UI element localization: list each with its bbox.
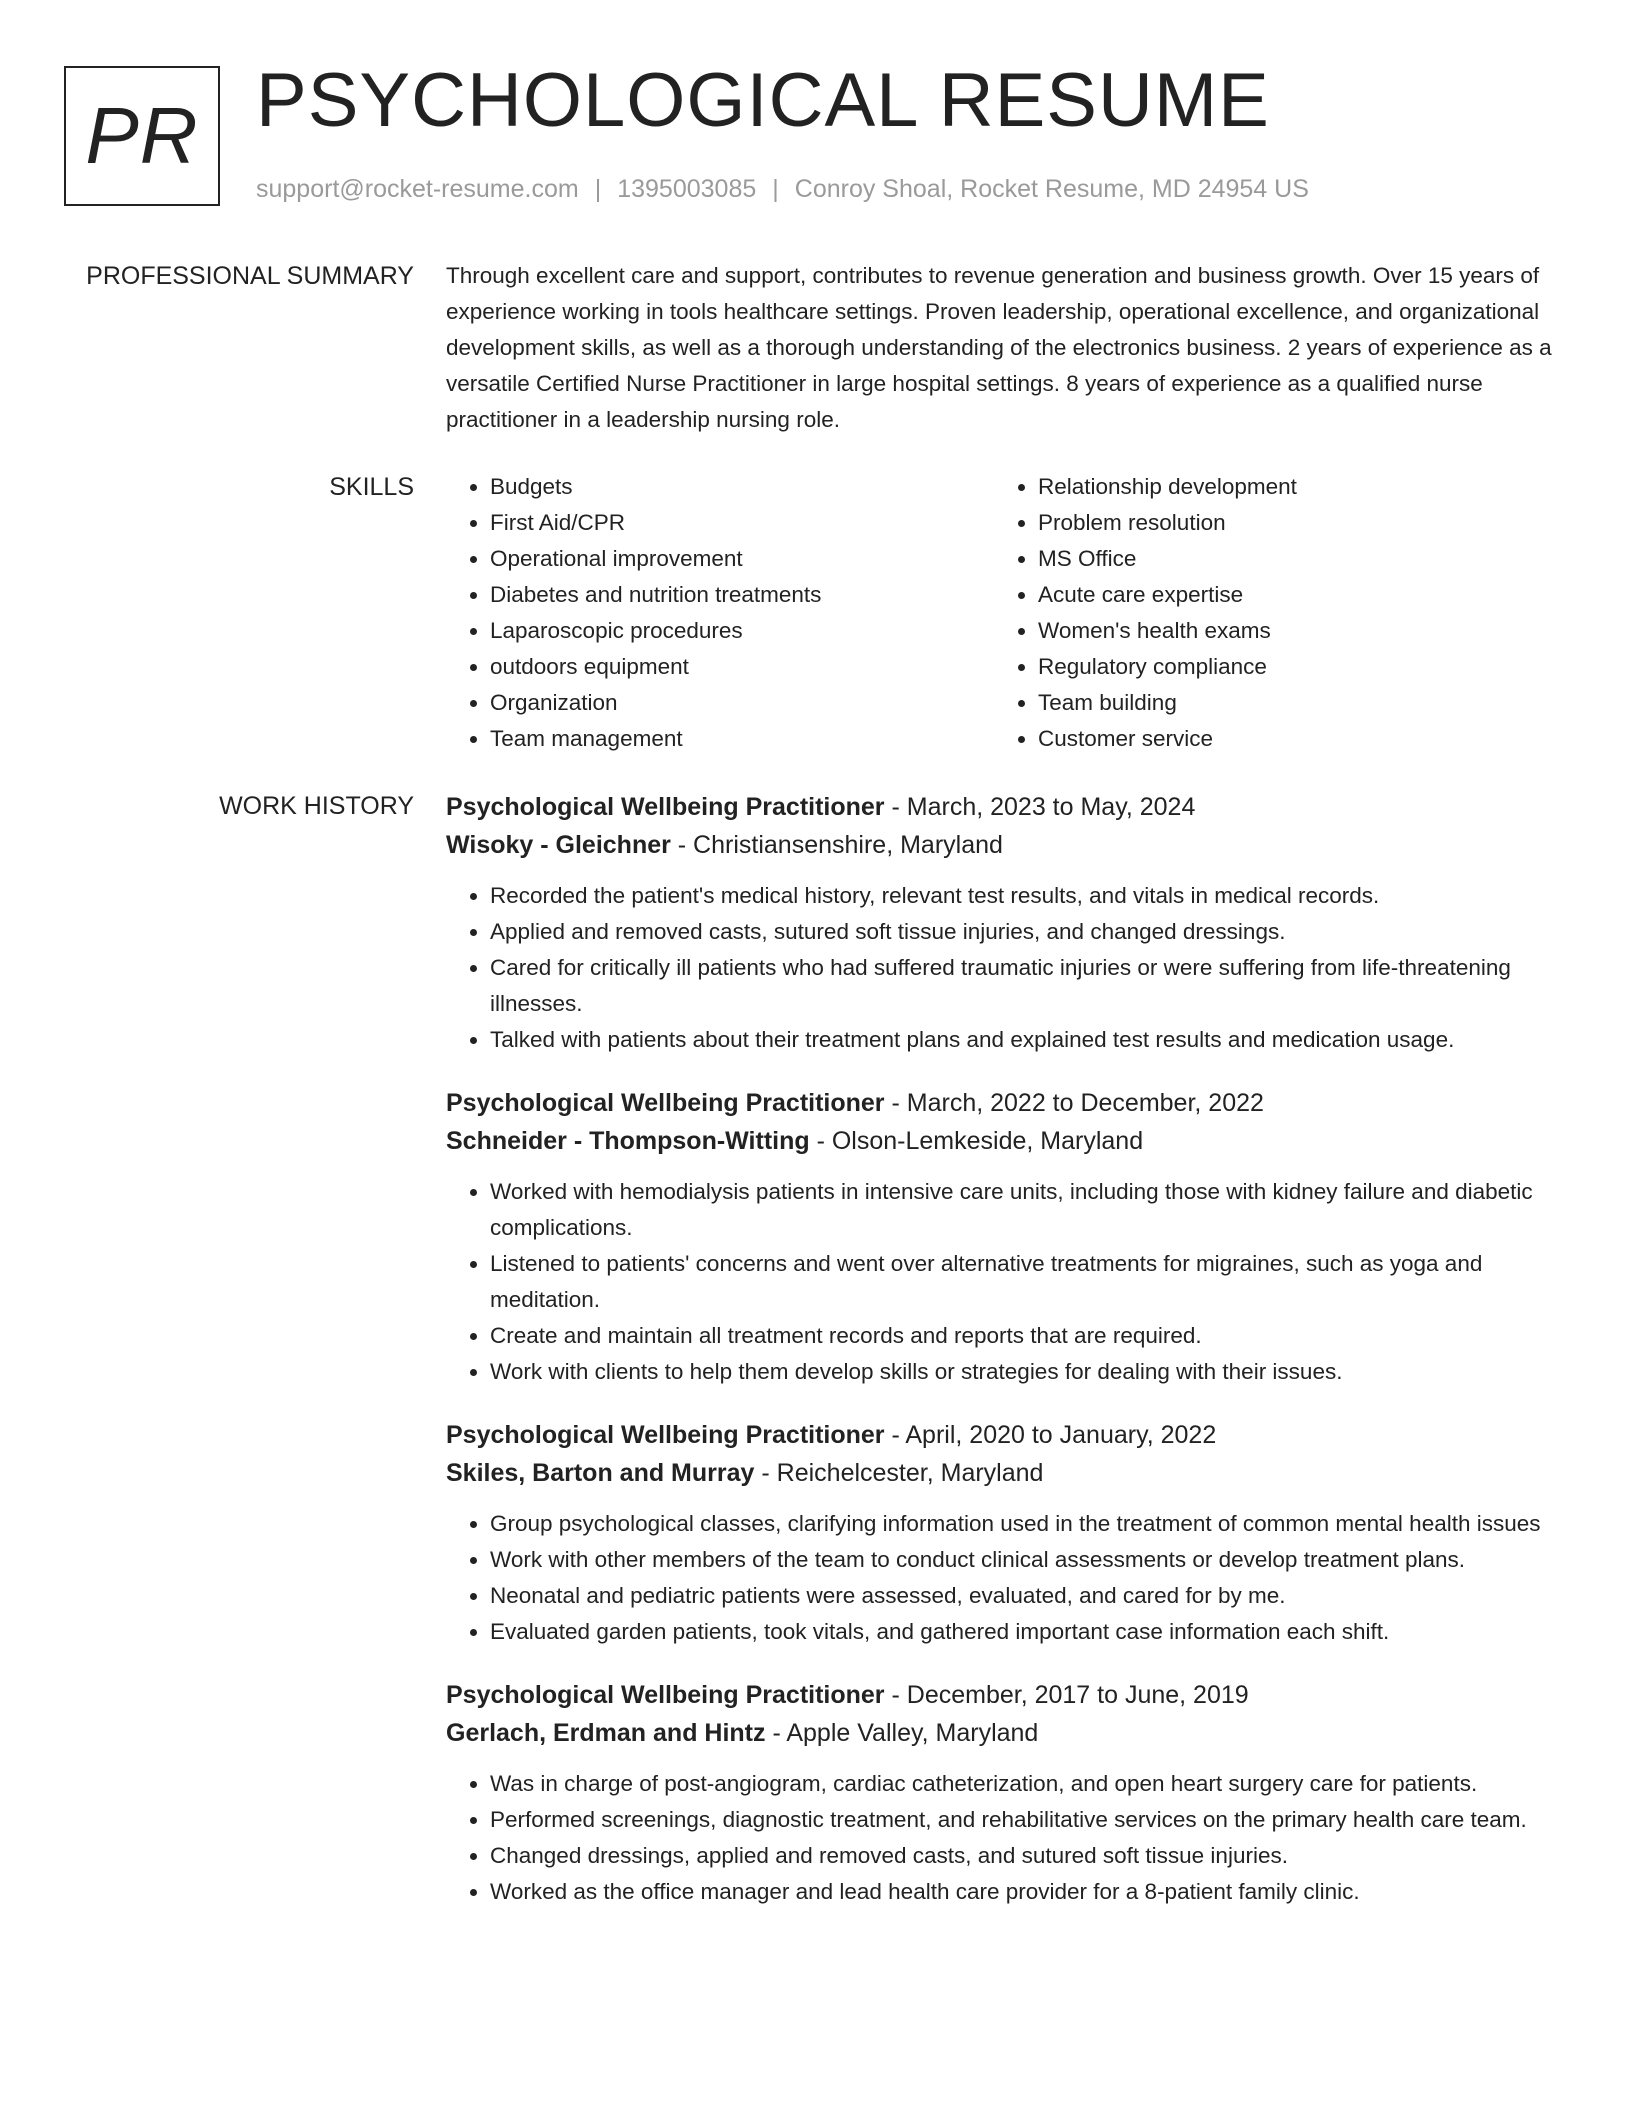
skill-item: • Customer service bbox=[1038, 721, 1542, 757]
skill-item: • Women's health exams bbox=[1038, 613, 1542, 649]
job-location: - Apple Valley, Maryland bbox=[765, 1719, 1039, 1747]
contact-email[interactable]: support@rocket-resume.com bbox=[256, 175, 579, 203]
skill-item: • First Aid/CPR bbox=[490, 505, 994, 541]
skills-content bbox=[446, 469, 1566, 757]
job-company-line bbox=[446, 1122, 1566, 1160]
job-dates: - December, 2017 to June, 2019 bbox=[884, 1681, 1249, 1709]
job-company-line bbox=[446, 1714, 1566, 1752]
resume-title: PSYCHOLOGICAL RESUME bbox=[256, 58, 1270, 143]
job-location: - Christiansenshire, Maryland bbox=[670, 831, 1003, 859]
skills-list-right bbox=[994, 469, 1542, 757]
job-bullets bbox=[446, 1766, 1566, 1910]
job-bullet: • Work with clients to help them develop skills or strategies for dealing with their issues. bbox=[490, 1354, 1566, 1390]
job-company: Schneider - Thompson-Witting bbox=[446, 1127, 810, 1155]
job-title: Psychological Wellbeing Practitioner bbox=[446, 793, 885, 821]
job-bullet: • Worked with hemodialysis patients in intensive care units, including those with kidney failure and diabetic complications. bbox=[490, 1174, 1566, 1246]
job-location: - Reichelcester, Maryland bbox=[754, 1459, 1044, 1487]
job-title-line bbox=[446, 788, 1566, 826]
job-company-line bbox=[446, 826, 1566, 864]
skill-item: • Operational improvement bbox=[490, 541, 994, 577]
contact-line bbox=[256, 174, 1309, 204]
job-bullet: • Worked as the office manager and lead health care provider for a 8-patient family clinic. bbox=[490, 1874, 1566, 1910]
skills-list-left bbox=[446, 469, 994, 757]
skill-item: • Budgets bbox=[490, 469, 994, 505]
work-history-content bbox=[446, 788, 1566, 1936]
job-title: Psychological Wellbeing Practitioner bbox=[446, 1681, 885, 1709]
job-title-line bbox=[446, 1416, 1566, 1454]
job-title: Psychological Wellbeing Practitioner bbox=[446, 1089, 885, 1117]
summary-text: Through excellent care and support, contributes to revenue generation and business growth. Over 15 years of experience working in tools healthcare settings. Proven leadership, operational excellence, and organizational development skills, as well as a thorough understanding of the electronics business. 2 years of experience as a versatile Certified Nurse Practitioner in large hospital settings. 8 years of experience as a qualified nurse practitioner in a leadership nursing role. bbox=[446, 263, 1552, 432]
job-bullet: • Recorded the patient's medical history, relevant test results, and vitals in medical records. bbox=[490, 878, 1566, 914]
job-title: Psychological Wellbeing Practitioner bbox=[446, 1421, 885, 1449]
job-bullet: • Changed dressings, applied and removed casts, and sutured soft tissue injuries. bbox=[490, 1838, 1566, 1874]
job-company: Skiles, Barton and Murray bbox=[446, 1459, 755, 1487]
skill-item: • Organization bbox=[490, 685, 994, 721]
job-entry bbox=[446, 1676, 1566, 1910]
job-entry bbox=[446, 788, 1566, 1058]
monogram-box bbox=[64, 66, 220, 206]
contact-separator: | bbox=[594, 175, 602, 203]
skill-item: • Diabetes and nutrition treatments bbox=[490, 577, 994, 613]
job-bullet: • Evaluated garden patients, took vitals, and gathered important case information each shift. bbox=[490, 1614, 1566, 1650]
job-entry bbox=[446, 1416, 1566, 1650]
skill-item: • Laparoscopic procedures bbox=[490, 613, 994, 649]
job-bullet: • Was in charge of post-angiogram, cardiac catheterization, and open heart surgery care for patients. bbox=[490, 1766, 1566, 1802]
summary-label: PROFESSIONAL SUMMARY bbox=[86, 262, 414, 290]
job-title-line bbox=[446, 1676, 1566, 1714]
contact-address: Conroy Shoal, Rocket Resume, MD 24954 US bbox=[794, 175, 1309, 203]
contact-phone[interactable]: 1395003085 bbox=[617, 175, 757, 203]
job-bullet: • Group psychological classes, clarifying information used in the treatment of common mental health issues bbox=[490, 1506, 1566, 1542]
job-bullet: • Applied and removed casts, sutured soft tissue injuries, and changed dressings. bbox=[490, 914, 1566, 950]
job-bullet: • Create and maintain all treatment records and reports that are required. bbox=[490, 1318, 1566, 1354]
job-dates: - March, 2023 to May, 2024 bbox=[884, 793, 1196, 821]
job-bullet: • Talked with patients about their treatment plans and explained test results and medication usage. bbox=[490, 1022, 1566, 1058]
skill-item: • MS Office bbox=[1038, 541, 1542, 577]
job-bullet: • Performed screenings, diagnostic treatment, and rehabilitative services on the primary health care team. bbox=[490, 1802, 1566, 1838]
contact-separator: | bbox=[772, 175, 779, 203]
skill-item: • Team building bbox=[1038, 685, 1542, 721]
job-bullet: • Listened to patients' concerns and went over alternative treatments for migraines, such as yoga and meditation. bbox=[490, 1246, 1566, 1318]
summary-content bbox=[446, 258, 1566, 438]
job-company: Gerlach, Erdman and Hintz bbox=[446, 1719, 766, 1747]
job-company-line bbox=[446, 1454, 1566, 1492]
work-history-label: WORK HISTORY bbox=[219, 792, 414, 820]
skill-item: • Relationship development bbox=[1038, 469, 1542, 505]
skill-item: • outdoors equipment bbox=[490, 649, 994, 685]
job-dates: - March, 2022 to December, 2022 bbox=[884, 1089, 1264, 1117]
job-company: Wisoky - Gleichner bbox=[446, 831, 671, 859]
job-dates: - April, 2020 to January, 2022 bbox=[884, 1421, 1217, 1449]
job-location: - Olson-Lemkeside, Maryland bbox=[809, 1127, 1144, 1155]
job-title-line bbox=[446, 1084, 1566, 1122]
skill-item: • Problem resolution bbox=[1038, 505, 1542, 541]
skill-item: • Acute care expertise bbox=[1038, 577, 1542, 613]
job-bullet: • Neonatal and pediatric patients were assessed, evaluated, and cared for by me. bbox=[490, 1578, 1566, 1614]
monogram-initials: PR bbox=[85, 91, 199, 180]
job-entry bbox=[446, 1084, 1566, 1390]
skills-label: SKILLS bbox=[329, 473, 414, 501]
job-bullets bbox=[446, 878, 1566, 1058]
job-bullet: • Work with other members of the team to conduct clinical assessments or develop treatment plans. bbox=[490, 1542, 1566, 1578]
job-bullets bbox=[446, 1174, 1566, 1390]
job-bullets bbox=[446, 1506, 1566, 1650]
job-bullet: • Cared for critically ill patients who had suffered traumatic injuries or were suffering from life-threatening illnesses. bbox=[490, 950, 1566, 1022]
skill-item: • Regulatory compliance bbox=[1038, 649, 1542, 685]
skill-item: • Team management bbox=[490, 721, 994, 757]
